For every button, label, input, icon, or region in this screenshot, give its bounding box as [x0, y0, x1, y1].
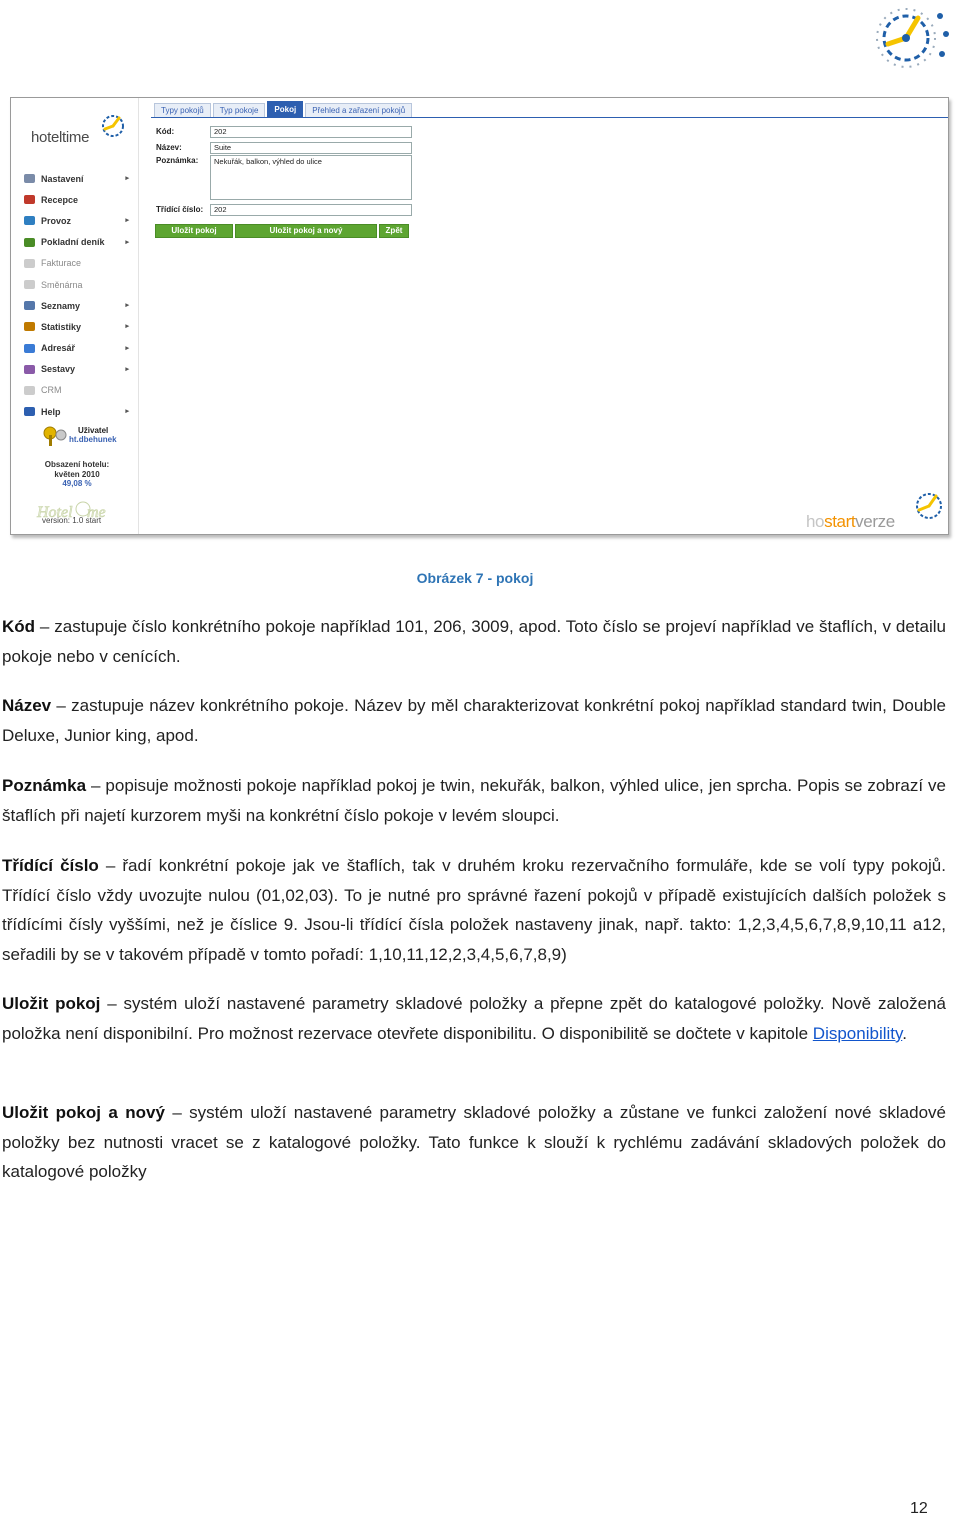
sidebar-item-1[interactable] — [23, 168, 131, 189]
sidebar-item-label: Sestavy — [41, 364, 76, 375]
sidebar-item-label: CRM — [41, 385, 62, 396]
chevron-right-icon: ▸ — [125, 238, 129, 246]
brand-name: hoteltime — [31, 129, 90, 146]
sidebar-item-label: Recepce — [41, 194, 79, 205]
invoice-icon — [23, 257, 36, 270]
occupancy-value: 49,08 % — [62, 479, 92, 488]
sidebar-item-label: Pokladní deník — [41, 237, 105, 248]
save-room-and-new-button[interactable]: Uložit pokoj a nový — [235, 224, 377, 238]
sidebar-item-label: Nastavení — [41, 173, 84, 184]
clock-logo-icon — [858, 4, 954, 72]
chevron-right-icon: ▸ — [125, 408, 129, 416]
sidebar-item-label: Seznamy — [41, 300, 81, 311]
page-number: 12 — [910, 1500, 928, 1517]
sidebar-item-11[interactable] — [23, 380, 131, 401]
tab-rooms-overview[interactable]: Přehled a zařazení pokojů — [305, 103, 412, 118]
hostartverze-text: hostartverze — [806, 512, 895, 531]
sidebar-item-5[interactable] — [23, 253, 131, 274]
sidebar-item-label: Směnárna — [41, 279, 83, 290]
sidebar-item-7[interactable] — [23, 295, 131, 316]
chevron-right-icon: ▸ — [125, 302, 129, 310]
sidebar-item-3[interactable] — [23, 210, 131, 231]
address-book-icon — [23, 342, 36, 355]
poznamka-label: Poznámka: — [156, 156, 199, 165]
chevron-right-icon: ▸ — [125, 323, 129, 331]
paragraph-nazev — [2, 691, 946, 750]
tab-room[interactable]: Pokoj — [267, 101, 303, 118]
paragraph-ulozit-pokoj — [2, 989, 946, 1048]
tab-bar — [154, 101, 414, 117]
paragraph-text: – systém uloží nastavené parametry skladové položky a přepne zpět do katalogové položky. Nově založená položka není disponibilní. Pro možnost rezervace otevřete disponibilitu. O disponibilitě se dočtete v kapitole — [2, 994, 946, 1043]
sidebar-item-4[interactable] — [23, 232, 131, 253]
tab-bar-divider — [151, 117, 948, 118]
sidebar-item-label: Help — [41, 406, 61, 417]
occupancy-period: květen 2010 — [54, 469, 100, 479]
crm-icon — [23, 384, 36, 397]
paragraph-text: – zastupuje číslo konkrétního pokoje například 101, 206, 3009, apod. Toto číslo se projeví například ve štaflích, v detailu pokoje nebo v cenících. — [2, 617, 946, 666]
user-name[interactable]: ht.dbehunek — [69, 435, 117, 444]
version-text: version: 1.0 start — [42, 516, 102, 525]
save-room-button[interactable]: Uložit pokoj — [155, 224, 233, 238]
nazev-field[interactable]: Suite — [210, 142, 412, 154]
term-nazev: Název — [2, 696, 52, 715]
sidebar-item-label: Provoz — [41, 215, 72, 226]
paragraph-tridici-cislo — [2, 851, 946, 970]
paragraph-ulozit-pokoj-a-novy — [2, 1098, 946, 1187]
tridici-label: Třídící číslo: — [156, 205, 204, 214]
term-ulozit-pokoj: Uložit pokoj — [2, 994, 101, 1013]
occupancy-label: Obsazení hotelu: — [44, 460, 110, 469]
tridici-field[interactable]: 202 — [210, 204, 412, 216]
term-poznamka: Poznámka — [2, 776, 87, 795]
reception-icon — [23, 193, 36, 206]
chevron-right-icon: ▸ — [125, 217, 129, 225]
chevron-right-icon: ▸ — [125, 344, 129, 352]
sidebar-item-6[interactable] — [23, 274, 131, 295]
paragraph-text: – popisuje možnosti pokoje například pokoj je twin, nekuřák, balkon, výhled ulice, jen sprcha. Popis se zobrazí ve štaflích při najetí kurzorem myši na konkrétní číslo pokoje v levém sloupci. — [2, 776, 946, 825]
figure-caption: Obrázek 7 - pokoj — [416, 570, 534, 586]
cashbook-icon — [23, 236, 36, 249]
back-button[interactable]: Zpět — [379, 224, 409, 238]
help-icon — [23, 405, 36, 418]
svg-text:Hotel: Hotel — [37, 504, 73, 521]
paragraph-kod — [2, 612, 946, 671]
disponibility-link[interactable]: Disponibility — [812, 1023, 903, 1043]
term-tridici-cislo: Třídící číslo — [2, 856, 99, 875]
sidebar-item-label: Statistiky — [41, 321, 82, 332]
paragraph-text: – zastupuje název konkrétního pokoje. Název by měl charakterizovat konkrétní pokoj například standard twin, Double Deluxe, Junior king, apod. — [2, 696, 946, 745]
tab-room-types[interactable]: Typy pokojů — [154, 103, 211, 118]
sidebar — [11, 98, 139, 534]
occupancy-box — [23, 460, 131, 489]
paragraph-end: . — [902, 1023, 907, 1043]
exchange-icon — [23, 278, 36, 291]
settings-icon — [23, 172, 36, 185]
sidebar-item-10[interactable] — [23, 359, 131, 380]
svg-text:me: me — [87, 504, 106, 521]
poznamka-field[interactable]: Nekuřák, balkon, výhled do ulice — [210, 155, 412, 200]
statistics-icon — [23, 320, 36, 333]
kod-label: Kód: — [156, 127, 175, 136]
paragraph-text: – řadí konkrétní pokoje jak ve štaflích, tak v druhém kroku rezervačního formuláře, kde se volí typy pokojů. Třídící číslo vždy uvozujte nulou (01,02,03). To je nutné pro správné řazení pokojů v případě existujících dalších položek s třídícími čísly vyššími, než je číslice 9. Jsou-li třídící čísla položek nastaveny jinak, např. takto: 1,2,3,4,5,6,7,8,9,10,11 a12, seřadili by se v takovém případě v tomto pořadí: 1,10,11,12,2,3,4,5,6,7,8,9) — [2, 856, 946, 965]
sidebar-item-label: Fakturace — [41, 258, 82, 269]
chevron-right-icon: ▸ — [125, 175, 129, 182]
nazev-label: Název: — [156, 143, 182, 152]
lists-icon — [23, 299, 36, 312]
sidebar-item-label: Adresář — [41, 343, 76, 354]
reports-icon — [23, 363, 36, 376]
kod-field[interactable]: 202 — [210, 126, 412, 138]
sidebar-item-2[interactable] — [23, 189, 131, 210]
term-ulozit-pokoj-a-novy: Uložit pokoj a nový — [2, 1103, 165, 1122]
tab-room-type[interactable]: Typ pokoje — [213, 103, 266, 118]
sidebar-item-8[interactable] — [23, 316, 131, 337]
application-screenshot — [10, 97, 949, 535]
chevron-right-icon: ▸ — [125, 365, 129, 373]
paragraph-poznamka — [2, 771, 946, 830]
sidebar-menu — [23, 168, 131, 422]
sidebar-item-9[interactable] — [23, 338, 131, 359]
paragraph-text: – systém uloží nastavené parametry skladové položky a zůstane ve funkci založení nové skladové položky bez nutnosti vracet se z katalogové položky. Tato funkce k slouží k rychlému zadávání skladových položek do katalogové položky — [2, 1103, 946, 1182]
term-kod: Kód — [2, 617, 36, 636]
user-label: Uživatel — [78, 426, 109, 435]
sidebar-item-12[interactable] — [23, 401, 131, 422]
operation-icon — [23, 214, 36, 227]
